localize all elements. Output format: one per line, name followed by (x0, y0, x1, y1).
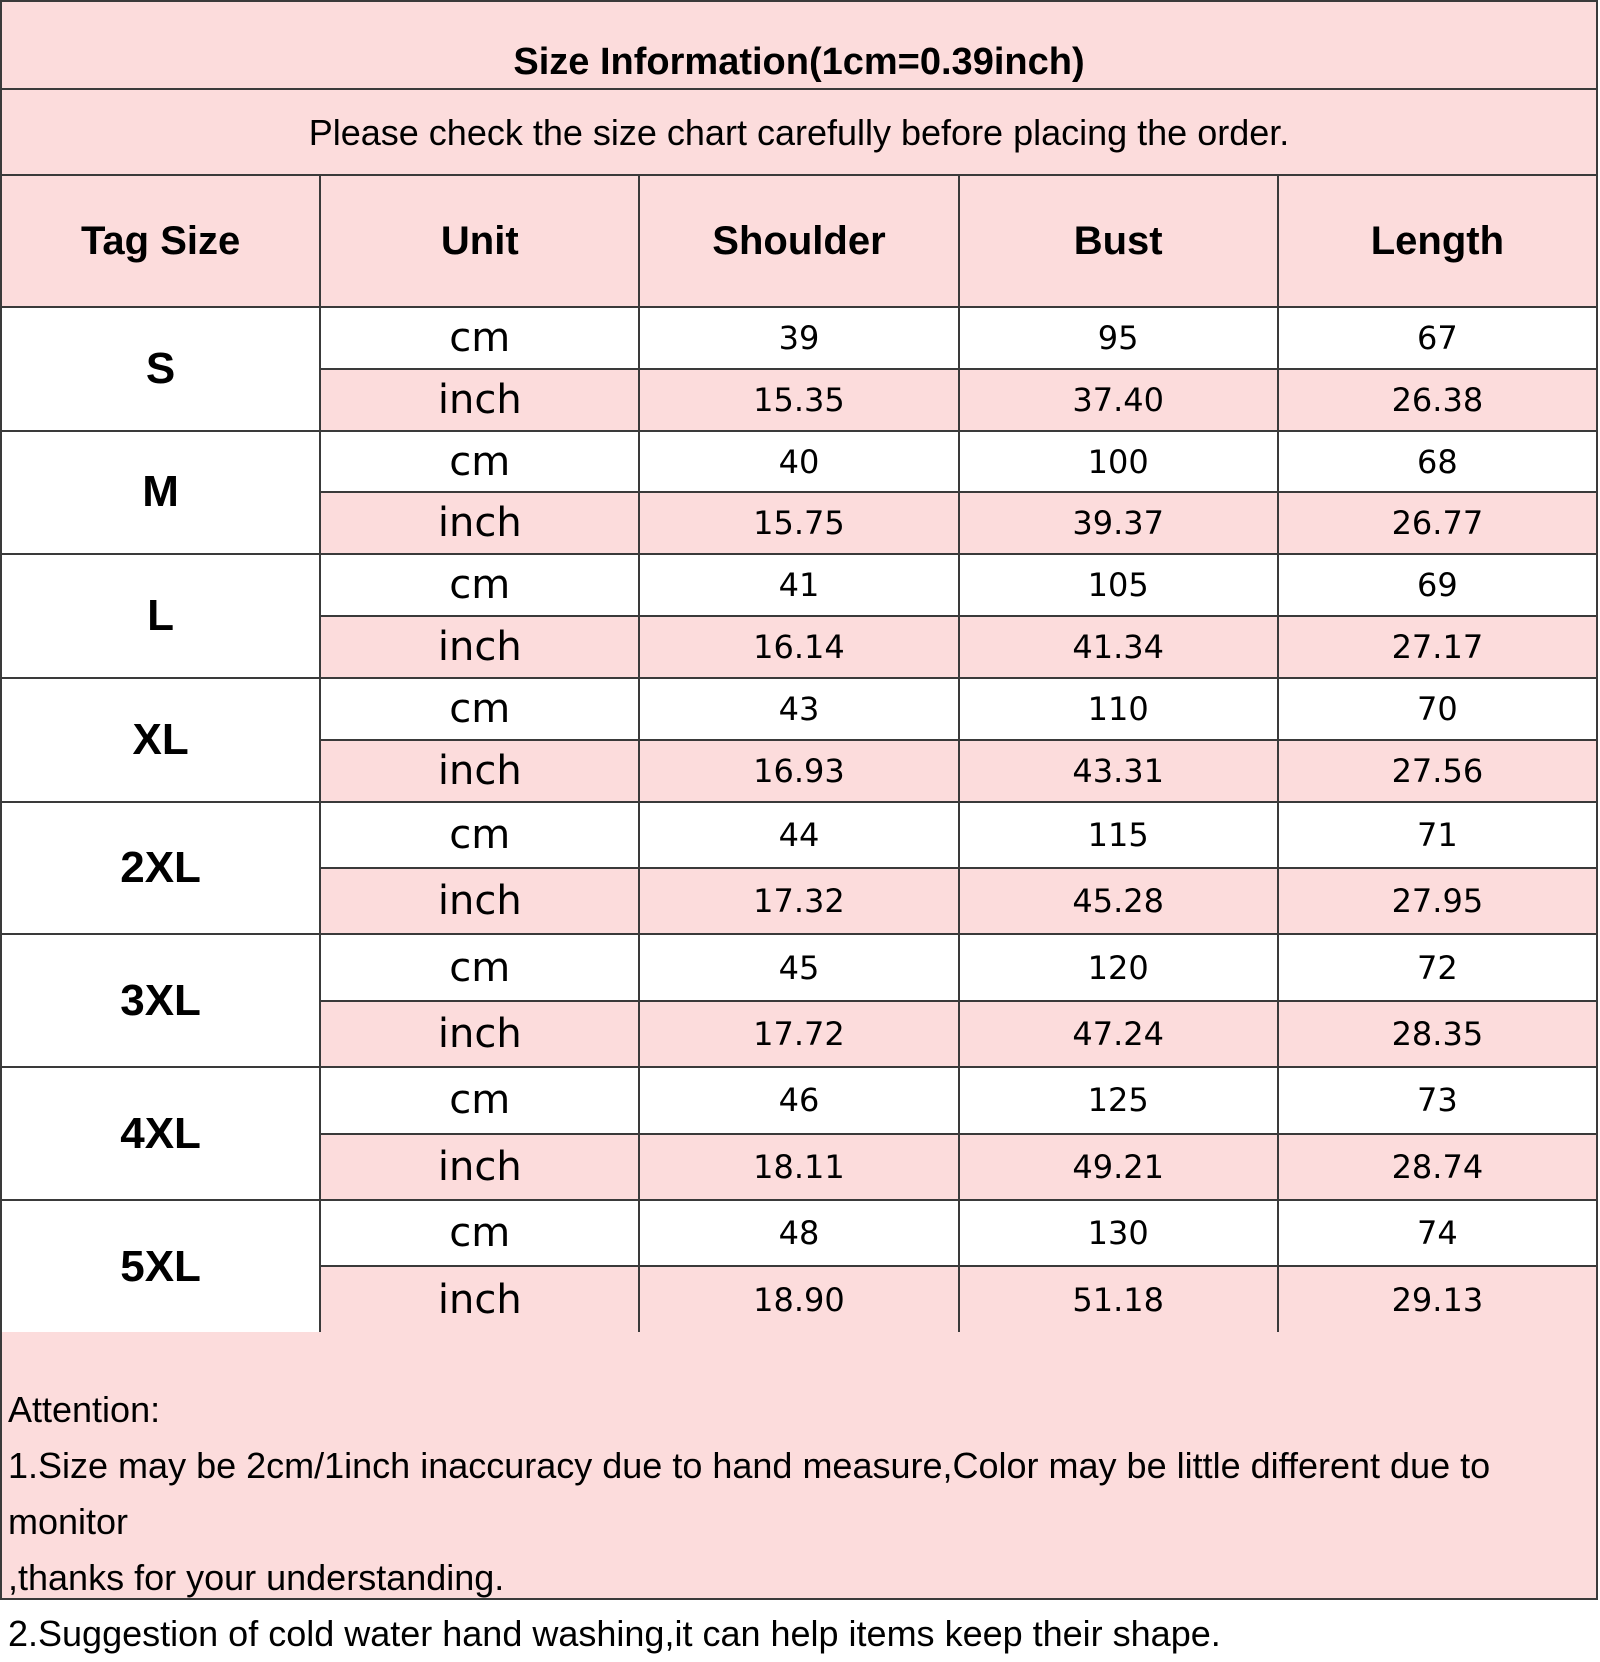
table-row (1, 554, 1597, 616)
length-cell: 27.17 (1278, 616, 1597, 678)
table-row (1, 934, 1597, 1000)
unit-cell: cm (320, 678, 639, 740)
shoulder-cell: 17.72 (639, 1001, 958, 1067)
length-cell: 67 (1278, 307, 1597, 369)
bust-cell: 39.37 (959, 492, 1278, 554)
table-header-row (1, 175, 1597, 307)
bust-cell: 41.34 (959, 616, 1278, 678)
notes-line: 2.Suggestion of cold water hand washing,it can help items keep their shape. (8, 1613, 1221, 1654)
bust-cell: 47.24 (959, 1001, 1278, 1067)
table-row (1, 431, 1597, 493)
notes-heading: Attention: (8, 1389, 161, 1430)
tag-size-cell: 3XL (1, 934, 320, 1067)
shoulder-cell: 39 (639, 307, 958, 369)
unit-cell: inch (320, 616, 639, 678)
shoulder-cell: 45 (639, 934, 958, 1000)
shoulder-cell: 16.14 (639, 616, 958, 678)
bust-cell: 105 (959, 554, 1278, 616)
length-cell: 28.74 (1278, 1134, 1597, 1200)
bust-cell: 100 (959, 431, 1278, 493)
length-cell: 27.95 (1278, 868, 1597, 934)
shoulder-cell: 48 (639, 1200, 958, 1266)
shoulder-cell: 40 (639, 431, 958, 493)
tag-size-cell: XL (1, 678, 320, 802)
unit-cell: cm (320, 431, 639, 493)
page-subtitle: Please check the size chart carefully before placing the order. (0, 88, 1598, 176)
unit-cell: cm (320, 1067, 639, 1133)
column-header-length: Length (1278, 175, 1597, 307)
length-cell: 69 (1278, 554, 1597, 616)
tag-size-cell: 4XL (1, 1067, 320, 1200)
tag-size-cell: S (1, 307, 320, 431)
notes-line: 1.Size may be 2cm/1inch inaccuracy due to hand measure,Color may be little different due to monitor (8, 1445, 1491, 1542)
bust-cell: 120 (959, 934, 1278, 1000)
length-cell: 74 (1278, 1200, 1597, 1266)
unit-cell: inch (320, 868, 639, 934)
bust-cell: 45.28 (959, 868, 1278, 934)
table-row (1, 1200, 1597, 1266)
bust-cell: 49.21 (959, 1134, 1278, 1200)
unit-cell: cm (320, 802, 639, 868)
length-cell: 29.13 (1278, 1266, 1597, 1333)
shoulder-cell: 41 (639, 554, 958, 616)
bust-cell: 43.31 (959, 740, 1278, 802)
bust-cell: 115 (959, 802, 1278, 868)
tag-size-cell: L (1, 554, 320, 678)
tag-size-cell: 5XL (1, 1200, 320, 1333)
length-cell: 28.35 (1278, 1001, 1597, 1067)
tag-size-cell: M (1, 431, 320, 555)
attention-notes (0, 1332, 1598, 1654)
unit-cell: inch (320, 1001, 639, 1067)
unit-cell: inch (320, 1266, 639, 1333)
column-header-unit: Unit (320, 175, 639, 307)
column-header-tag-size: Tag Size (1, 175, 320, 307)
shoulder-cell: 15.75 (639, 492, 958, 554)
bust-cell: 125 (959, 1067, 1278, 1133)
bust-cell: 51.18 (959, 1266, 1278, 1333)
unit-cell: cm (320, 554, 639, 616)
length-cell: 72 (1278, 934, 1597, 1000)
unit-cell: cm (320, 307, 639, 369)
shoulder-cell: 17.32 (639, 868, 958, 934)
length-cell: 27.56 (1278, 740, 1597, 802)
length-cell: 71 (1278, 802, 1597, 868)
page-title: Size Information(1cm=0.39inch) (0, 0, 1598, 90)
bust-cell: 130 (959, 1200, 1278, 1266)
table-row (1, 307, 1597, 369)
table-row (1, 802, 1597, 868)
column-header-shoulder: Shoulder (639, 175, 958, 307)
shoulder-cell: 16.93 (639, 740, 958, 802)
shoulder-cell: 15.35 (639, 369, 958, 431)
unit-cell: inch (320, 369, 639, 431)
size-table (0, 174, 1598, 1334)
shoulder-cell: 44 (639, 802, 958, 868)
unit-cell: inch (320, 1134, 639, 1200)
unit-cell: cm (320, 1200, 639, 1266)
length-cell: 70 (1278, 678, 1597, 740)
length-cell: 26.77 (1278, 492, 1597, 554)
shoulder-cell: 43 (639, 678, 958, 740)
table-row (1, 678, 1597, 740)
shoulder-cell: 18.90 (639, 1266, 958, 1333)
bust-cell: 110 (959, 678, 1278, 740)
shoulder-cell: 18.11 (639, 1134, 958, 1200)
length-cell: 26.38 (1278, 369, 1597, 431)
bust-cell: 37.40 (959, 369, 1278, 431)
shoulder-cell: 46 (639, 1067, 958, 1133)
unit-cell: inch (320, 740, 639, 802)
table-body (1, 307, 1597, 1333)
length-cell: 73 (1278, 1067, 1597, 1133)
unit-cell: inch (320, 492, 639, 554)
table-row (1, 1067, 1597, 1133)
notes-line: ,thanks for your understanding. (8, 1557, 505, 1598)
bust-cell: 95 (959, 307, 1278, 369)
column-header-bust: Bust (959, 175, 1278, 307)
length-cell: 68 (1278, 431, 1597, 493)
unit-cell: cm (320, 934, 639, 1000)
tag-size-cell: 2XL (1, 802, 320, 935)
